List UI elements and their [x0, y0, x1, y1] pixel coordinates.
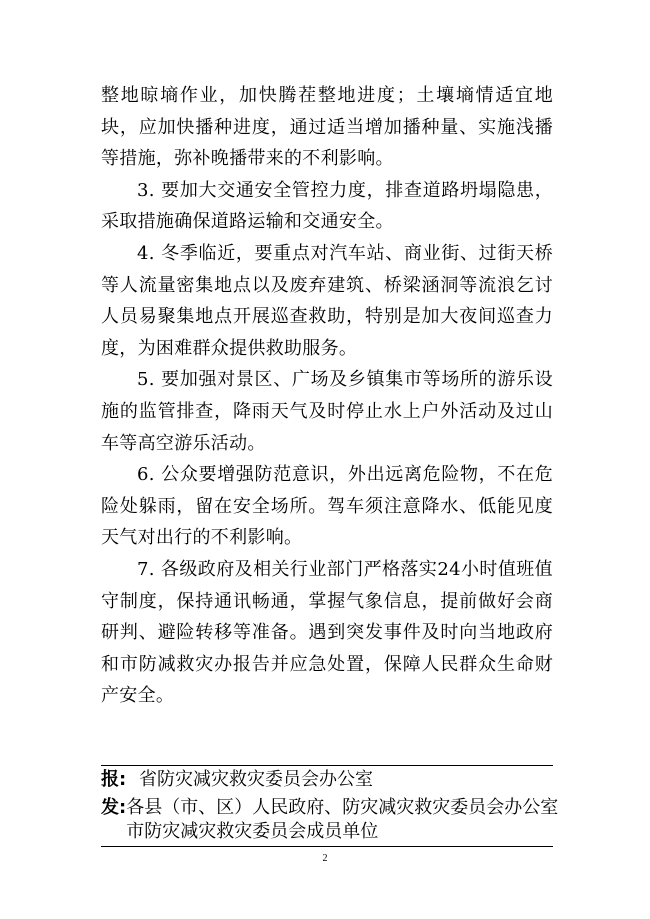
paragraph-item-3: 3. 要加大交通安全管控力度，排查道路坍塌隐患，采取措施确保道路运输和交通安全。 — [101, 179, 553, 233]
bottom-rule — [101, 846, 553, 847]
report-to-row — [101, 766, 553, 794]
send-to-recipient-1: 各县（市、区）人民政府、防灾减灾救灾委员会办公室 — [126, 797, 559, 818]
paragraph-item-7: 7. 各级政府及相关行业部门严格落实24小时值班值守制度，保持通讯畅通，掌握气象信息，提前做好会商研判、避险转移等准备。遇到突发事件及时向当地政府和市防减救灾办报告并应急处置，保障人民群众生命财产安全。 — [101, 558, 553, 707]
report-to-recipient: 省防灾减灾救灾委员会办公室 — [139, 769, 373, 790]
send-to-recipient-2: 市防灾减灾救灾委员会成员单位 — [126, 821, 379, 842]
paragraph-continuation: 整地晾墒作业，加快腾茬整地进度；土壤墒情适宜地块，应加快播种进度，通过适当增加播种量、实施浅播等措施，弥补晚播带来的不利影响。 — [101, 85, 553, 170]
paragraph-item-6: 6. 公众要增强防范意识，外出远离危险物，不在危险处躲雨，留在安全场所。驾车须注意降水、低能见度天气对出行的不利影响。 — [101, 464, 553, 549]
paragraph-item-5: 5. 要加强对景区、广场及乡镇集市等场所的游乐设施的监管排查，降雨天气及时停止水上户外活动及过山车等高空游乐活动。 — [101, 369, 553, 454]
send-to-label: 发: — [101, 797, 127, 818]
page-number: 2 — [322, 853, 328, 864]
distribution-block — [101, 765, 559, 847]
document-body — [101, 80, 553, 712]
paragraph-item-4: 4. 冬季临近，要重点对汽车站、商业街、过街天桥等人流量密集地点以及废弃建筑、桥梁涵洞等流浪乞讨人员易聚集地点开展巡查救助，特别是加大夜间巡查力度，为困难群众提供救助服务。 — [101, 242, 553, 359]
report-to-label: 报: — [101, 769, 127, 790]
send-to-row — [101, 794, 559, 846]
